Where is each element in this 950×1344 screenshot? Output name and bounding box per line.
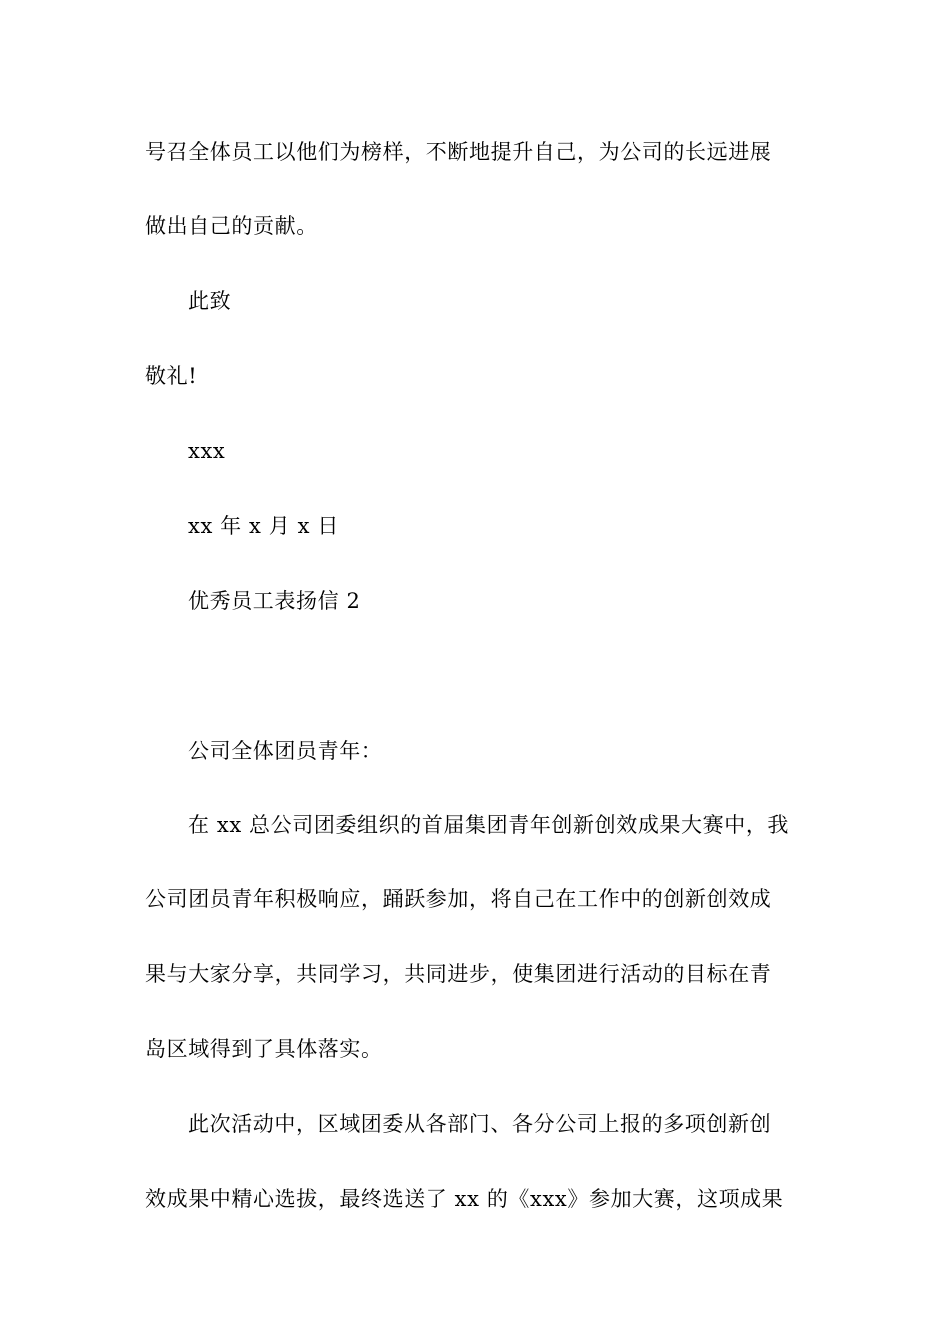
body-text-line: 效成果中精心选拔，最终选送了 xx 的《xxx》参加大赛，这项成果	[145, 1187, 784, 1211]
closing-regards: 敬礼!	[145, 364, 198, 388]
body-text-line: 在 xx 总公司团委组织的首届集团青年创新创效成果大赛中，我	[188, 813, 790, 837]
signature-name: xxx	[188, 439, 226, 463]
body-text-line: 岛区域得到了具体落实。	[145, 1037, 383, 1061]
body-text-line: 此次活动中，区域团委从各部门、各分公司上报的多项创新创	[188, 1112, 772, 1136]
body-text-line: 公司团员青年积极响应，踊跃参加，将自己在工作中的创新创效成	[145, 887, 772, 911]
signature-date: xx 年 x 月 x 日	[188, 514, 339, 538]
closing-salutation: 此致	[188, 289, 232, 313]
body-text-line: 号召全体员工以他们为榜样，不断地提升自己，为公司的长远进展	[145, 140, 772, 164]
body-text-line: 果与大家分享，共同学习，共同进步，使集团进行活动的目标在青	[145, 962, 772, 986]
letter-greeting: 公司全体团员青年：	[188, 739, 383, 763]
section-title: 优秀员工表扬信 2	[188, 589, 361, 613]
body-text-line: 做出自己的贡献。	[145, 214, 318, 238]
